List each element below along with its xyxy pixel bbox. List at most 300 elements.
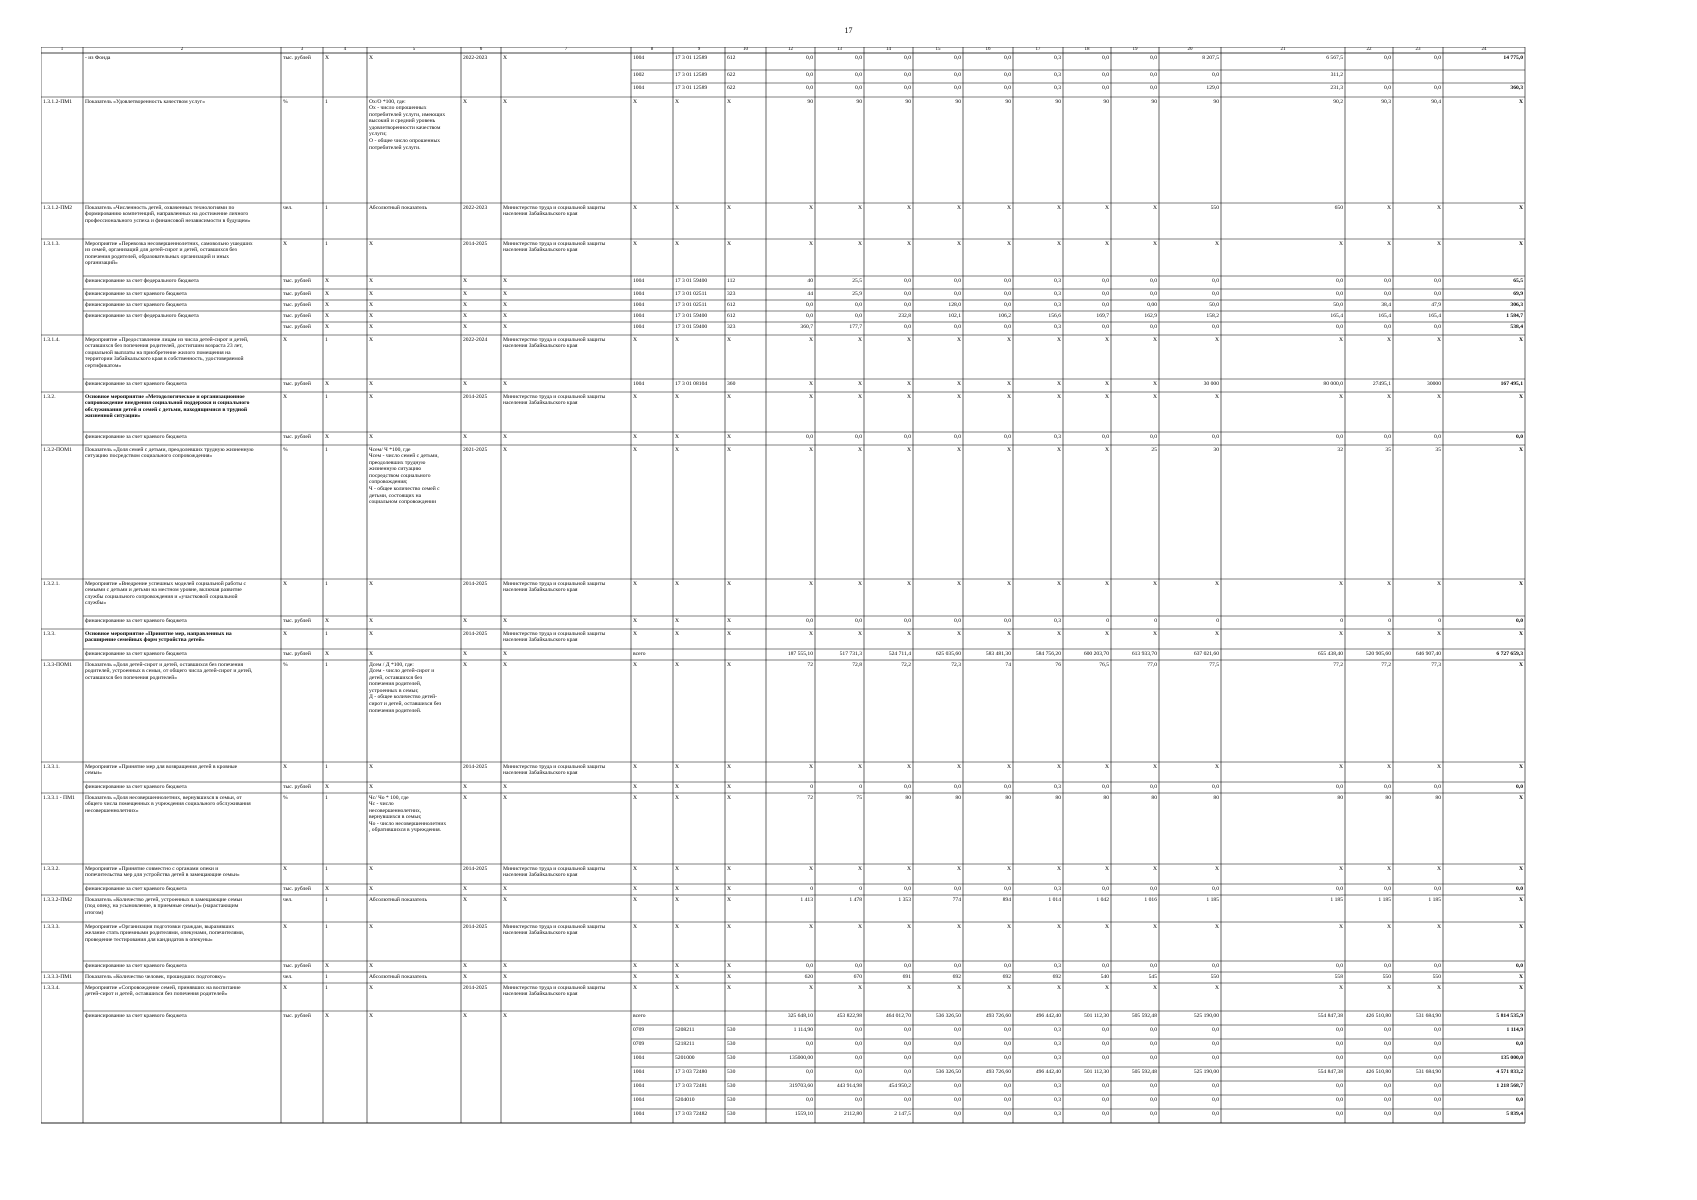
- cell-r25-a: 1.3.3.2.: [43, 865, 60, 872]
- cell-r9-n: 128,0: [948, 301, 961, 308]
- cell-r23-i: Х: [675, 783, 680, 790]
- cell-r32-d: Х: [325, 1012, 330, 1019]
- cell-r16-k: Х: [808, 446, 813, 453]
- cell-r22-s: Х: [1214, 763, 1219, 770]
- cell-r1-m: 0,0: [904, 54, 911, 61]
- cell-r31-t: Х: [1338, 984, 1343, 991]
- cell-r33-o: 0,0: [1004, 1026, 1011, 1033]
- cell-r26-b: финансирование за счет краевого бюджета: [85, 885, 187, 892]
- cell-r15-e: Х: [369, 433, 374, 440]
- cell-r4-m: 90: [905, 98, 911, 105]
- cell-r25-r: Х: [1152, 865, 1157, 872]
- cell-r39-h: 1004: [633, 1110, 645, 1117]
- cell-r37-l: 443 914,98: [836, 1082, 862, 1089]
- cell-r36-j: 530: [727, 1068, 736, 1075]
- cell-r20-e: Х: [369, 650, 374, 657]
- cell-r23-c: тыс. рублей: [283, 783, 311, 790]
- cell-r27-v: 1 185: [1428, 896, 1441, 903]
- cell-r31-b: Мероприятие «Сопровождение семей, принявших на воспитание детей-сирот и детей, оставшихся без попечения родителей»: [85, 984, 241, 998]
- cell-r28-n: Х: [956, 923, 961, 930]
- cell-r38-q: 0,0: [1102, 1096, 1109, 1103]
- cell-r12-h: Х: [633, 336, 638, 343]
- cell-r12-s: Х: [1214, 336, 1219, 343]
- cell-r3-s: 129,0: [1206, 84, 1219, 91]
- cell-r24-l: 75: [856, 794, 862, 801]
- cell-r4-t: 90,2: [1333, 98, 1343, 105]
- cell-r15-v: 0,0: [1434, 433, 1441, 440]
- cell-r29-e: Х: [369, 962, 374, 969]
- cell-r23-j: Х: [727, 783, 732, 790]
- cell-r15-h: Х: [633, 433, 638, 440]
- cell-r3-t: 231,3: [1330, 84, 1343, 91]
- cell-r7-t: 0,0: [1336, 277, 1343, 284]
- cell-r22-f: 2014-2025: [463, 763, 488, 770]
- cell-r8-j: 323: [727, 290, 736, 297]
- cell-r19-h: Х: [633, 630, 638, 637]
- cell-r38-l: 0,0: [855, 1096, 862, 1103]
- column-number-header: 16: [985, 47, 991, 52]
- cell-r36-v: 531 684,90: [1415, 1068, 1441, 1075]
- cell-r25-w: Х: [1518, 865, 1523, 872]
- cell-r21-c: %: [283, 661, 288, 668]
- cell-r26-f: Х: [463, 885, 468, 892]
- cell-r11-f: Х: [463, 323, 468, 330]
- cell-r21-e: Дсем / Д *100, где: Дсем - число детей-сирот и детей, оставшихся без попечения родителей, устроенных в семьи; Д - общее количество детей- сирот и детей, оставшихся без попечения родителей.: [369, 661, 442, 714]
- cell-r31-l: Х: [857, 984, 862, 991]
- cell-r22-v: Х: [1436, 763, 1441, 770]
- cell-r21-h: Х: [633, 661, 638, 668]
- cell-r7-r: 0,0: [1150, 277, 1157, 284]
- cell-r29-r: 0,0: [1150, 962, 1157, 969]
- cell-r26-u: 0,0: [1384, 885, 1391, 892]
- cell-r26-m: 0,0: [904, 885, 911, 892]
- cell-r35-q: 0,0: [1102, 1054, 1109, 1061]
- cell-r39-n: 0,0: [954, 1110, 961, 1117]
- cell-r33-q: 0,0: [1102, 1026, 1109, 1033]
- cell-r22-j: Х: [727, 763, 732, 770]
- cell-r37-q: 0,0: [1102, 1082, 1109, 1089]
- cell-r1-j: 612: [727, 54, 736, 61]
- cell-r7-u: 0,0: [1384, 277, 1391, 284]
- cell-r14-u: Х: [1386, 393, 1391, 400]
- cell-r1-q: 0,0: [1102, 54, 1109, 61]
- cell-r3-j: 622: [727, 84, 736, 91]
- cell-r18-n: 0,0: [954, 617, 961, 624]
- cell-r21-j: Х: [727, 661, 732, 668]
- cell-r6-m: Х: [906, 240, 911, 247]
- cell-r30-t: 558: [1334, 973, 1343, 980]
- cell-r8-m: 0,0: [904, 290, 911, 297]
- cell-r39-o: 0,0: [1004, 1110, 1011, 1117]
- cell-r21-k: 72: [807, 661, 813, 668]
- cell-r28-f: 2014-2025: [463, 923, 488, 930]
- cell-r4-g: Х: [503, 98, 508, 105]
- cell-r4-s: 90: [1213, 98, 1219, 105]
- cell-r10-m: 232,8: [898, 312, 911, 319]
- cell-r32-e: Х: [369, 1012, 374, 1019]
- cell-r31-a: 1.3.3.4.: [43, 984, 60, 991]
- cell-r15-p: 0,3: [1054, 433, 1061, 440]
- column-number-header: 14: [886, 47, 891, 52]
- cell-r39-m: 2 147,5: [894, 1110, 911, 1117]
- cell-r24-k: 72: [807, 794, 813, 801]
- cell-r25-p: Х: [1056, 865, 1061, 872]
- cell-r19-b: Основное мероприятие «Принятие мер, направленных на расширение семейных форм устройства детей»: [85, 630, 232, 644]
- cell-r23-h: Х: [633, 783, 638, 790]
- cell-r4-h: Х: [633, 98, 638, 105]
- cell-r21-u: 77,2: [1381, 661, 1391, 668]
- cell-r32-f: Х: [463, 1012, 468, 1019]
- cell-r39-v: 0,0: [1434, 1110, 1441, 1117]
- cell-r5-s: 550: [1210, 204, 1219, 211]
- cell-r29-g: Х: [503, 962, 508, 969]
- column-number-header: 10: [743, 47, 748, 52]
- cell-r22-a: 1.3.3.1.: [43, 763, 60, 770]
- cell-r18-o: 0,0: [1004, 617, 1011, 624]
- cell-r14-t: Х: [1338, 393, 1343, 400]
- cell-r28-q: Х: [1104, 923, 1109, 930]
- column-number-header: 24: [1481, 47, 1487, 52]
- cell-r37-t: 0,0: [1336, 1082, 1343, 1089]
- cell-r21-q: 76,5: [1099, 661, 1109, 668]
- column-number-header: 1: [60, 47, 64, 52]
- cell-r19-i: Х: [675, 630, 680, 637]
- cell-r17-l: Х: [857, 580, 862, 587]
- cell-r24-e: Чс/ Чо * 100, где Чс - число несовершеннолетних, вернувшихся в семьи; Чо - число несовершеннолетних , обратившихся в учреждения.: [369, 794, 447, 834]
- cell-r27-p: 1 014: [1048, 896, 1061, 903]
- cell-r31-v: Х: [1436, 984, 1441, 991]
- cell-r26-i: Х: [675, 885, 680, 892]
- cell-r18-h: Х: [633, 617, 638, 624]
- cell-r17-q: Х: [1104, 580, 1109, 587]
- cell-r28-r: Х: [1152, 923, 1157, 930]
- cell-r17-j: Х: [727, 580, 732, 587]
- cell-r12-p: Х: [1056, 336, 1061, 343]
- cell-r3-r: 0,0: [1150, 84, 1157, 91]
- cell-r10-l: 0,0: [855, 312, 862, 319]
- cell-r5-q: Х: [1104, 204, 1109, 211]
- cell-r23-q: 0,0: [1102, 783, 1109, 790]
- cell-r32-t: 554 847,38: [1317, 1012, 1343, 1019]
- cell-r38-w: 0,0: [1516, 1096, 1523, 1103]
- cell-r33-v: 0,0: [1434, 1026, 1441, 1033]
- cell-r13-k: Х: [808, 380, 813, 387]
- cell-r35-u: 0,0: [1384, 1054, 1391, 1061]
- cell-r24-t: 80: [1337, 794, 1343, 801]
- cell-r17-f: 2014-2025: [463, 580, 488, 587]
- cell-r31-w: Х: [1518, 984, 1523, 991]
- cell-r16-s: 30: [1213, 446, 1219, 453]
- cell-r26-t: 0,0: [1336, 885, 1343, 892]
- cell-r2-o: 0,0: [1004, 71, 1011, 78]
- cell-r5-b: Показатель «Численность детей, охваченных технологиями по формированию компетенций, направленных на достижение личного профессионального успеха и финансовой независимости в будущем»: [85, 204, 251, 224]
- cell-r17-v: Х: [1436, 580, 1441, 587]
- cell-r6-l: Х: [857, 240, 862, 247]
- cell-r18-q: 0: [1106, 617, 1109, 624]
- cell-r35-s: 0,0: [1212, 1054, 1219, 1061]
- cell-r32-v: 531 684,90: [1415, 1012, 1441, 1019]
- cell-r11-r: 0,0: [1150, 323, 1157, 330]
- cell-r13-u: 27495,1: [1372, 380, 1391, 387]
- cell-r22-o: Х: [1006, 763, 1011, 770]
- cell-r13-b: финансирование за счет краевого бюджета: [85, 380, 187, 387]
- cell-r9-w: 306,3: [1510, 301, 1523, 308]
- cell-r9-q: 0,0: [1102, 301, 1109, 308]
- cell-r22-q: Х: [1104, 763, 1109, 770]
- cell-r26-k: 0: [810, 885, 813, 892]
- cell-r3-o: 0,0: [1004, 84, 1011, 91]
- cell-r14-v: Х: [1436, 393, 1441, 400]
- cell-r12-i: Х: [675, 336, 680, 343]
- cell-r13-l: Х: [857, 380, 862, 387]
- cell-r17-i: Х: [675, 580, 680, 587]
- column-number-header: 6: [479, 47, 483, 52]
- cell-r29-p: 0,3: [1054, 962, 1061, 969]
- cell-r27-t: 1 185: [1330, 896, 1343, 903]
- cell-r31-o: Х: [1006, 984, 1011, 991]
- cell-r17-a: 1.3.2.1.: [43, 580, 60, 587]
- cell-r28-g: Министерство труда и социальной защиты населения Забайкальского края: [503, 923, 606, 937]
- cell-r35-p: 0,3: [1054, 1054, 1061, 1061]
- cell-r37-i: 17 3 03 72481: [675, 1082, 708, 1089]
- cell-r15-u: 0,0: [1384, 433, 1391, 440]
- cell-r30-l: 670: [853, 973, 862, 980]
- cell-r17-u: Х: [1386, 580, 1391, 587]
- cell-r26-c: тыс. рублей: [283, 885, 311, 892]
- cell-r12-q: Х: [1104, 336, 1109, 343]
- cell-r9-p: 0,3: [1054, 301, 1061, 308]
- cell-r16-v: 35: [1435, 446, 1441, 453]
- cell-r27-q: 1 042: [1096, 896, 1109, 903]
- cell-r17-p: Х: [1056, 580, 1061, 587]
- cell-r31-u: Х: [1386, 984, 1391, 991]
- cell-r3-h: 1004: [633, 84, 645, 91]
- cell-r36-l: 0,0: [855, 1068, 862, 1075]
- cell-r14-g: Министерство труда и социальной защиты населения Забайкальского края: [503, 393, 606, 407]
- cell-r27-s: 1 185: [1206, 896, 1219, 903]
- cell-r19-f: 2014-2025: [463, 630, 488, 637]
- cell-r22-d: 1: [325, 763, 328, 770]
- cell-r9-i: 17 3 01 02511: [675, 301, 707, 308]
- cell-r19-v: Х: [1436, 630, 1441, 637]
- cell-r16-u: 35: [1385, 446, 1391, 453]
- cell-r23-l: 0: [859, 783, 862, 790]
- cell-r17-r: Х: [1152, 580, 1157, 587]
- cell-r37-n: 0,0: [954, 1082, 961, 1089]
- cell-r2-s: 0,0: [1212, 71, 1219, 78]
- cell-r15-c: тыс. рублей: [283, 433, 311, 440]
- cell-r20-t: 655 438,40: [1317, 650, 1343, 657]
- cell-r27-r: 1 016: [1144, 896, 1157, 903]
- cell-r33-i: 5208211: [675, 1026, 695, 1033]
- cell-r29-t: 0,0: [1336, 962, 1343, 969]
- cell-r30-q: 540: [1100, 973, 1109, 980]
- cell-r32-q: 501 112,30: [1084, 1012, 1109, 1019]
- cell-r18-v: 0: [1438, 617, 1441, 624]
- cell-r33-j: 530: [727, 1026, 736, 1033]
- cell-r20-p: 584 756,20: [1035, 650, 1061, 657]
- cell-r20-b: финансирование за счет краевого бюджета: [85, 650, 187, 657]
- cell-r23-s: 0,0: [1212, 783, 1219, 790]
- cell-r16-h: Х: [633, 446, 638, 453]
- cell-r35-i: 5201000: [675, 1054, 695, 1061]
- cell-r31-c: Х: [283, 984, 288, 991]
- cell-r23-d: Х: [325, 783, 330, 790]
- cell-r38-t: 0,0: [1336, 1096, 1343, 1103]
- cell-r19-q: Х: [1104, 630, 1109, 637]
- cell-r20-q: 600 203,70: [1083, 650, 1109, 657]
- cell-r11-m: 0,0: [904, 323, 911, 330]
- cell-r30-n: 692: [952, 973, 961, 980]
- cell-r8-b: финансирование за счет краевого бюджета: [85, 290, 187, 297]
- cell-r1-p: 0,3: [1054, 54, 1061, 61]
- cell-r24-a: 1.3.3.1 - ПМ1: [43, 794, 75, 801]
- cell-r10-f: Х: [463, 312, 468, 319]
- cell-r35-t: 0,0: [1336, 1054, 1343, 1061]
- cell-r14-k: Х: [808, 393, 813, 400]
- cell-r34-w: 0,0: [1516, 1040, 1523, 1047]
- cell-r26-e: Х: [369, 885, 374, 892]
- cell-r1-s: 8 207,5: [1202, 54, 1219, 61]
- cell-r39-p: 0,3: [1054, 1110, 1061, 1117]
- cell-r39-q: 0,0: [1102, 1110, 1109, 1117]
- cell-r9-d: Х: [325, 301, 330, 308]
- cell-r3-q: 0,0: [1102, 84, 1109, 91]
- cell-r25-q: Х: [1104, 865, 1109, 872]
- cell-r14-i: Х: [675, 393, 680, 400]
- cell-r24-r: 80: [1151, 794, 1157, 801]
- cell-r7-b: финансирование за счет федерального бюджета: [85, 277, 199, 284]
- cell-r30-k: 620: [804, 973, 813, 980]
- cell-r8-c: тыс. рублей: [283, 290, 311, 297]
- cell-r27-m: 1 353: [898, 896, 911, 903]
- cell-r28-p: Х: [1056, 923, 1061, 930]
- column-number-header: 21: [1280, 47, 1286, 52]
- cell-r28-h: Х: [633, 923, 638, 930]
- cell-r25-j: Х: [727, 865, 732, 872]
- cell-r23-v: 0,0: [1434, 783, 1441, 790]
- cell-r17-n: Х: [956, 580, 961, 587]
- cell-r38-u: 0,0: [1384, 1096, 1391, 1103]
- cell-r11-k: 360,7: [800, 323, 813, 330]
- cell-r25-o: Х: [1006, 865, 1011, 872]
- cell-r16-q: Х: [1104, 446, 1109, 453]
- cell-r1-t: 6 567,5: [1326, 54, 1343, 61]
- cell-r19-w: Х: [1518, 630, 1523, 637]
- cell-r28-d: 1: [325, 923, 328, 930]
- cell-r6-h: Х: [633, 240, 638, 247]
- cell-r8-f: Х: [463, 290, 468, 297]
- cell-r30-p: 692: [1052, 973, 1061, 980]
- cell-r28-t: Х: [1338, 923, 1343, 930]
- cell-r16-t: 32: [1337, 446, 1343, 453]
- cell-r11-n: 0,0: [954, 323, 961, 330]
- cell-r21-s: 77,5: [1209, 661, 1219, 668]
- cell-r19-p: Х: [1056, 630, 1061, 637]
- cell-r32-u: 426 510,80: [1365, 1012, 1391, 1019]
- cell-r10-d: Х: [325, 312, 330, 319]
- cell-r5-i: Х: [675, 204, 680, 211]
- cell-r25-l: Х: [857, 865, 862, 872]
- cell-r27-j: Х: [727, 896, 732, 903]
- cell-r30-i: Х: [675, 973, 680, 980]
- cell-r28-s: Х: [1214, 923, 1219, 930]
- cell-r38-s: 0,0: [1212, 1096, 1219, 1103]
- cell-r19-r: Х: [1152, 630, 1157, 637]
- cell-r35-n: 0,0: [954, 1054, 961, 1061]
- cell-r32-c: тыс. рублей: [283, 1012, 311, 1019]
- cell-r30-d: 1: [325, 973, 328, 980]
- cell-r21-v: 77,3: [1431, 661, 1441, 668]
- cell-r1-u: 0,0: [1384, 54, 1391, 61]
- cell-r16-d: 1: [325, 446, 328, 453]
- cell-r31-e: Х: [369, 984, 374, 991]
- cell-r6-j: Х: [727, 240, 732, 247]
- cell-r10-q: 169,7: [1096, 312, 1109, 319]
- cell-r3-p: 0,3: [1054, 84, 1061, 91]
- cell-r16-o: Х: [1006, 446, 1011, 453]
- cell-r5-o: Х: [1006, 204, 1011, 211]
- cell-r8-d: Х: [325, 290, 330, 297]
- cell-r13-q: Х: [1104, 380, 1109, 387]
- cell-r25-m: Х: [906, 865, 911, 872]
- cell-r27-u: 1 185: [1378, 896, 1391, 903]
- cell-r21-g: Х: [503, 661, 508, 668]
- cell-r30-u: 550: [1382, 973, 1391, 980]
- cell-r15-d: Х: [325, 433, 330, 440]
- cell-r12-j: Х: [727, 336, 732, 343]
- cell-r10-e: Х: [369, 312, 374, 319]
- cell-r17-w: Х: [1518, 580, 1523, 587]
- cell-r33-t: 0,0: [1336, 1026, 1343, 1033]
- cell-r6-c: Х: [283, 240, 288, 247]
- cell-r22-n: Х: [956, 763, 961, 770]
- cell-r26-n: 0,0: [954, 885, 961, 892]
- cell-r3-w: 360,3: [1510, 84, 1523, 91]
- cell-r27-b: Показатель «Количество детей, устроенных в замещающие семьи (под опеку, на усыновление, в приемные семьи)» (нарастающим итогом): [85, 896, 243, 916]
- cell-r24-c: %: [283, 794, 288, 801]
- cell-r11-g: Х: [503, 323, 508, 330]
- cell-r37-p: 0,3: [1054, 1082, 1061, 1089]
- cell-r12-b: Мероприятие «Предоставление лицам из числа детей-сирот и детей, оставшихся без попечения родителей, достигшим возраста 23 лет, социальной выплаты на приобретение жилого помещения на территории Забайкальского края в собственность, удостоверяемой сертификатом»: [85, 336, 249, 369]
- cell-r8-p: 0,3: [1054, 290, 1061, 297]
- cell-r30-a: 1.3.3.3-ПМ1: [43, 973, 73, 980]
- page-number: 17: [844, 26, 853, 35]
- cell-r9-l: 0,0: [855, 301, 862, 308]
- cell-r22-g: Министерство труда и социальной защиты населения Забайкальского края: [503, 763, 606, 777]
- cell-r29-j: Х: [727, 962, 732, 969]
- cell-r13-n: Х: [956, 380, 961, 387]
- cell-r24-s: 80: [1213, 794, 1219, 801]
- cell-r31-q: Х: [1104, 984, 1109, 991]
- cell-r9-r: 0,00: [1147, 301, 1157, 308]
- cell-r17-c: Х: [283, 580, 288, 587]
- cell-r15-n: 0,0: [954, 433, 961, 440]
- cell-r28-b: Мероприятие «Организация подготовки граждан, выразивших желание стать приемными родителями, опекунами, попечителями, проведение тестирования для кандидатов в опекуны»: [85, 923, 245, 943]
- cell-r27-i: Х: [675, 896, 680, 903]
- cell-r9-c: тыс. рублей: [283, 301, 311, 308]
- cell-r3-u: 0,0: [1384, 84, 1391, 91]
- cell-r19-j: Х: [727, 630, 732, 637]
- cell-r27-e: Абсолютный показатель: [369, 896, 428, 903]
- cell-r20-g: Х: [503, 650, 508, 657]
- cell-r4-d: 1: [325, 98, 328, 105]
- cell-r30-g: Х: [503, 973, 508, 980]
- cell-r25-g: Министерство труда и социальной защиты населения Забайкальского края: [503, 865, 606, 879]
- cell-r30-r: 545: [1148, 973, 1157, 980]
- cell-r8-h: 1004: [633, 290, 645, 297]
- cell-r13-w: 167 495,1: [1500, 380, 1523, 387]
